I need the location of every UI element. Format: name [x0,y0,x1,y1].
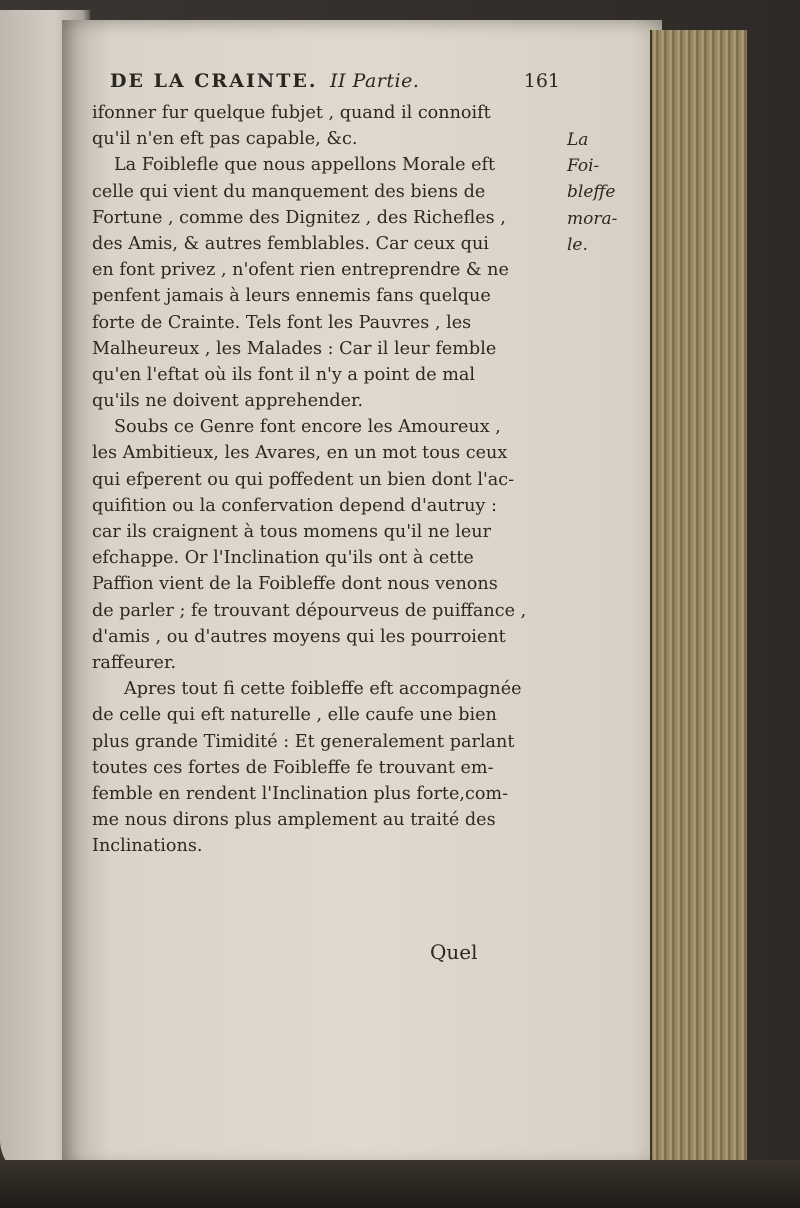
text-line: les Ambitieux, les Avares, en un mot tous ceux [92,443,508,464]
part-label: II Partie. [330,70,420,92]
text-line: de celle qui eft naturelle , elle caufe une bien [92,705,497,726]
text-line: Malheureux , les Malades : Car il leur femble [92,338,497,359]
margin-note-line: Foi- [567,156,600,177]
text-line: me nous dirons plus amplement au traité des [92,810,496,831]
text-line: car ils craignent à tous momens qu'il ne leur [92,522,492,542]
text-line: Paffion vient de la Foibleffe dont nous venons [92,574,498,595]
text-line: qu'en l'eftat où ils font il n'y a point de mal [92,364,476,385]
text-line: penfent jamais à leurs ennemis fans quelque [92,286,491,307]
text-line: efchappe. Or l'Inclination qu'ils ont à cette [92,548,474,569]
text-line: femble en rendent l'Inclination plus forte,com- [92,783,509,804]
margin-note-line: mora- [567,208,618,229]
text-line: toutes ces fortes de Foibleffe fe trouvant em- [92,757,494,778]
text-line: qui efperent ou qui poffedent un bien dont l'ac- [92,469,515,490]
text-line: des Amis, & autres femblables. Car ceux qui [92,233,489,254]
text-line: Fortune , comme des Dignitez , des Richefles , [92,207,506,228]
book-bottom-edge [0,1160,800,1208]
text-line: d'amis , ou d'autres moyens qui les pourroient [92,626,506,647]
page-fore-edge [650,30,747,1180]
body-text [92,100,552,859]
text-line: celle qui vient du manquement des biens de [92,181,486,202]
margin-note-line: La [567,130,589,150]
text-line: raffeurer. [92,652,177,673]
text-line: Inclinations. [92,836,203,857]
text-line: de parler ; fe trouvant dépourveus de puiffance , [92,600,527,621]
text-line: qu'ils ne doivent apprehender. [92,391,364,412]
margin-note-line: bleffe [567,182,616,203]
text-line: forte de Crainte. Tels font les Pauvres , les [92,312,472,333]
text-line: quifition ou la confervation depend d'autruy : [92,495,497,516]
text-line: Soubs ce Genre font encore les Amoureux , [114,417,501,438]
text-line: plus grande Timidité : Et generalement parlant [92,731,515,752]
margin-note [567,127,617,258]
text-line: La Foiblefle que nous appellons Morale eft [114,155,496,176]
running-header [110,70,560,100]
margin-note-line: le. [567,234,588,255]
page-number: 161 [523,70,560,92]
catchword: Quel [430,940,478,964]
text-line: qu'il n'en eft pas capable, &c. [92,129,358,150]
text-line: Apres tout fi cette foibleffe eft accompagnée [124,679,522,700]
text-line: en font privez , n'ofent rien entreprendre & ne [92,260,509,281]
running-title: DE LA CRAINTE. [110,70,318,92]
text-line: ifonner fur quelque fubjet , quand il connoift [92,103,491,123]
